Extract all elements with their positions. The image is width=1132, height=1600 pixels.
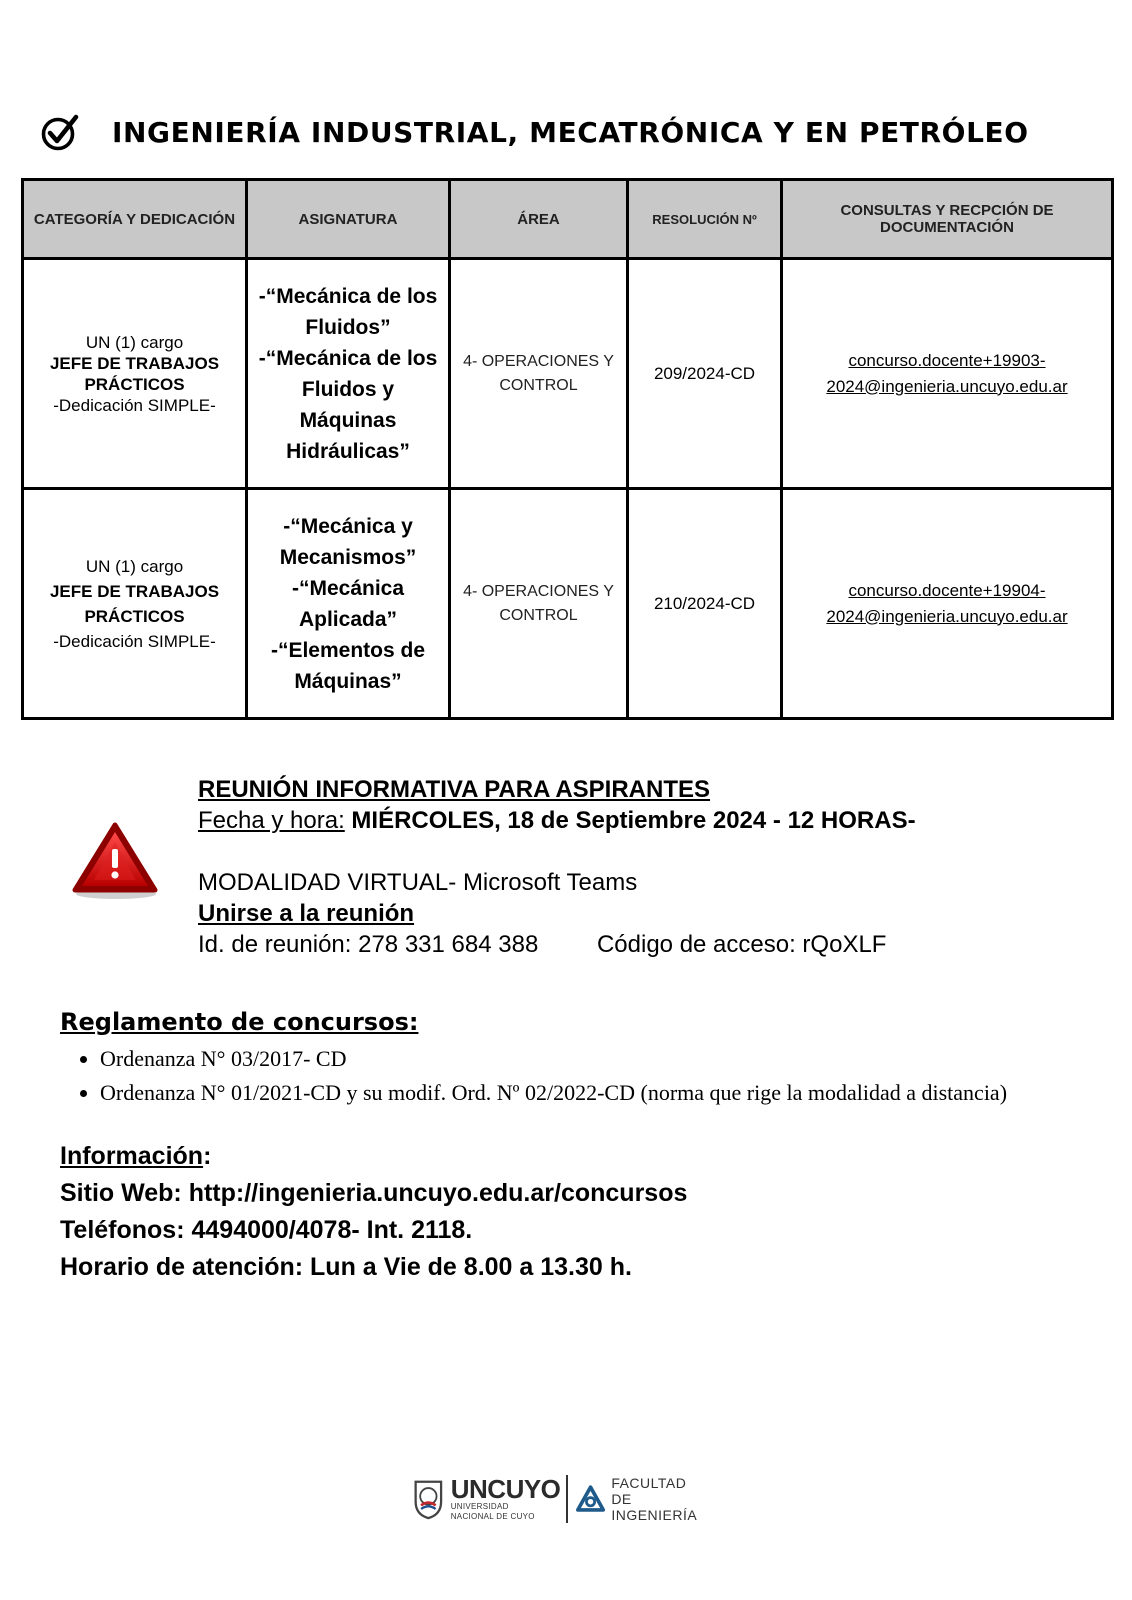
area-cell: 4- OPERACIONES Y CONTROL [450, 259, 628, 489]
uncuyo-seal-icon [412, 1476, 445, 1522]
access-code: Código de acceso: rQoXLF [596, 931, 887, 958]
uncuyo-sub-1: UNIVERSIDAD [450, 1502, 509, 1511]
meeting-credentials [198, 929, 916, 960]
email-link[interactable]: concurso.docente+19903-2024@ingenieria.uncuyo.edu.ar [826, 350, 1068, 396]
uncuyo-sub-2: NACIONAL DE CUYO [450, 1512, 535, 1521]
regulations-list [60, 1042, 1007, 1110]
faculty-wordmark [611, 1475, 712, 1523]
category-dedication: -Dedicación SIMPLE- [53, 631, 216, 651]
table-row [23, 489, 1113, 719]
contact-cell [782, 489, 1113, 719]
contact-cell [782, 259, 1113, 489]
area-cell: 4- OPERACIONES Y CONTROL [450, 489, 628, 719]
table-header-row [23, 180, 1113, 259]
meeting-heading: REUNIÓN INFORMATIVA PARA ASPIRANTES [198, 776, 711, 803]
meeting-info [198, 774, 916, 960]
category-cell [23, 259, 247, 489]
website-line[interactable]: Sitio Web: http://ingenieria.uncuyo.edu.ar/concursos [60, 1179, 688, 1207]
header-area: ÁREA [450, 180, 628, 259]
uncuyo-wordmark [451, 1476, 561, 1522]
faculty-logo-icon [576, 1483, 605, 1515]
regulations-section [60, 1008, 1007, 1110]
meeting-id: Id. de reunión: 278 331 684 388 [198, 931, 539, 958]
date-label: Fecha y hora: [198, 807, 345, 834]
category-cell [23, 489, 247, 719]
header-contact: CONSULTAS Y RECPCIÓN DE DOCUMENTACIÓN [782, 180, 1113, 259]
list-item: • Ordenanza N° 03/2017- CD [100, 1042, 1007, 1076]
phones-line: Teléfonos: 4494000/4078- Int. 2118. [60, 1216, 473, 1244]
header-resolution: RESOLUCIÓN Nº [628, 180, 782, 259]
category-title: JEFE DE TRABAJOS PRÁCTICOS [49, 353, 220, 394]
email-link[interactable]: concurso.docente+19904-2024@ingenieria.uncuyo.edu.ar [826, 580, 1068, 626]
uncuyo-name: UNCUYO [450, 1474, 561, 1504]
subject-cell: -“Mecánica de los Fluidos” -“Mecánica de los Fluidos y Máquinas Hidráulicas” [247, 259, 450, 489]
category-prefix: UN (1) cargo [85, 556, 184, 576]
faculty-line-1: FACULTAD [611, 1475, 687, 1491]
information-colon: : [203, 1142, 212, 1170]
logo-divider [566, 1475, 568, 1523]
subject-cell: -“Mecánica y Mecanismos” -“Mecánica Aplicada” -“Elementos de Máquinas” [247, 489, 450, 719]
page-title: INGENIERÍA INDUSTRIAL, MECATRÓNICA Y EN PETRÓLEO [112, 115, 1029, 149]
date-value: MIÉRCOLES, 18 de Septiembre 2024 - 12 HORAS- [351, 807, 916, 834]
resolution-cell: 209/2024-CD [628, 259, 782, 489]
positions-table [21, 178, 1114, 720]
list-item: • Ordenanza N° 01/2021-CD y su modif. Ord. Nº 02/2022-CD (norma que rige la modalidad a distancia) [100, 1076, 1007, 1110]
meeting-date [198, 805, 916, 836]
check-circle-icon [40, 112, 80, 152]
join-meeting-link[interactable]: Unirse a la reunión [198, 900, 415, 927]
faculty-line-2: DE INGENIERÍA [611, 1491, 698, 1523]
category-title: JEFE DE TRABAJOS PRÁCTICOS [49, 581, 220, 626]
warning-icon [72, 822, 158, 900]
header-category: CATEGORÍA Y DEDICACIÓN [23, 180, 247, 259]
category-prefix: UN (1) cargo [85, 332, 184, 352]
hours-line: Horario de atención: Lun a Vie de 8.00 a 13.30 h. [60, 1253, 632, 1281]
regulations-title: Reglamento de concursos: [60, 1008, 419, 1036]
information-section [60, 1138, 687, 1286]
information-title-line [60, 1138, 687, 1175]
table-row [23, 259, 1113, 489]
category-dedication: -Dedicación SIMPLE- [53, 395, 216, 415]
title-row [40, 108, 1120, 156]
resolution-cell: 210/2024-CD [628, 489, 782, 719]
information-title: Información [60, 1142, 204, 1170]
footer-logos [412, 1472, 712, 1526]
meeting-modality: MODALIDAD VIRTUAL- Microsoft Teams [198, 869, 638, 896]
header-subject: ASIGNATURA [247, 180, 450, 259]
